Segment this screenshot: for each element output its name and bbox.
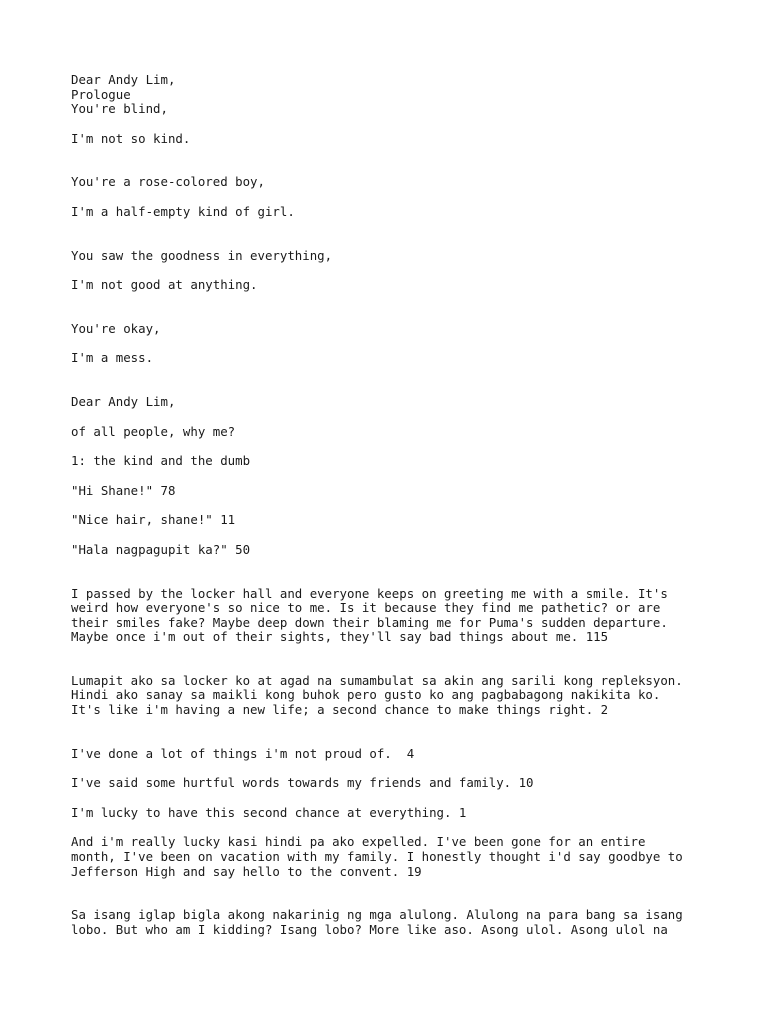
paragraph [71,835,731,879]
chapter-title: 1: the kind and the dumb [71,453,251,469]
poem-line: You're blind, [71,101,168,117]
poem-line: You saw the goodness in everything, [71,247,333,263]
paragraph-line: Jefferson High and say hello to the convent. 19 [71,863,422,879]
paragraph-line: month, I've been on vacation with my family. I honestly thought i'd say goodbye to [71,849,683,865]
paragraph-line: Sa isang iglap bigla akong nakarinig ng mga alulong. Alulong na para bang sa isang [71,907,683,923]
paragraph-line: Hindi ako sanay sa maikli kong buhok pero gusto ko ang pagbabagong nakikita ko. [71,687,661,703]
letter-salutation: Dear Andy Lim, [71,72,176,87]
poem-line: You're okay, [71,320,161,336]
short-line: I've said some hurtful words towards my friends and family. 10 [71,775,534,791]
poem-line: I'm a mess. [71,350,154,366]
document-body [71,73,731,937]
paragraph-line: It's like i'm having a new life; a second chance to make things right. 2 [71,702,609,718]
short-line: I've done a lot of things i'm not proud of. 4 [71,745,415,761]
paragraph-line: Maybe once i'm out of their sights, they'll say bad things about me. 115 [71,629,609,645]
closing-question: of all people, why me? [71,423,236,439]
paragraph-line: Lumapit ako sa locker ko at agad na sumambulat sa akin ang sarili kong repleksyon. [71,672,683,688]
paragraph [71,587,731,645]
poem-line: I'm not so kind. [71,130,191,146]
paragraph-line: their smiles fake? Maybe deep down their blaming me for Puma's sudden departure. [71,614,668,630]
greeting-line: "Hala nagpagupit ka?" 50 [71,541,251,557]
poem-line: You're a rose-colored boy, [71,174,265,190]
paragraph [71,908,731,937]
short-line: I'm lucky to have this second chance at everything. 1 [71,804,467,820]
paragraph-line: weird how everyone's so nice to me. Is it because they find me pathetic? or are [71,600,661,616]
section-heading: Prologue [71,86,131,102]
paragraph [71,674,731,718]
greeting-line: "Hi Shane!" 78 [71,482,176,498]
paragraph-line: lobo. But who am I kidding? Isang lobo? More like aso. Asong ulol. Asong ulol na [71,921,668,937]
paragraph-line: I passed by the locker hall and everyone keeps on greeting me with a smile. It's [71,585,668,601]
greeting-line: "Nice hair, shane!" 11 [71,512,236,528]
paragraph-line: And i'm really lucky kasi hindi pa ako expelled. I've been gone for an entire [71,834,646,850]
poem-line: I'm a half-empty kind of girl. [71,203,295,219]
closing-salutation: Dear Andy Lim, [71,393,176,409]
poem-line: I'm not good at anything. [71,277,258,293]
